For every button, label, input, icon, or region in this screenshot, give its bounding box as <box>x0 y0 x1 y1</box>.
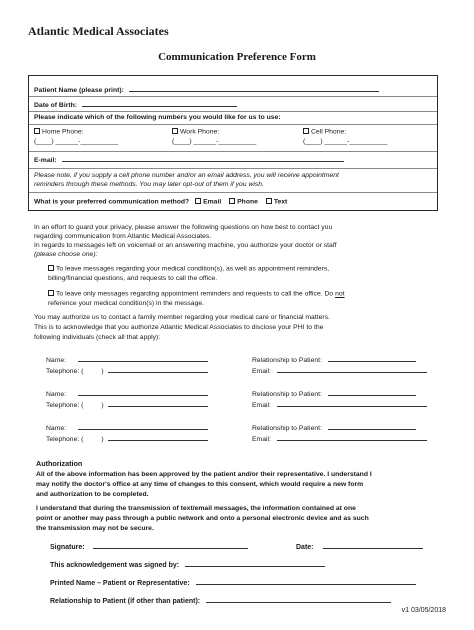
printed-name-label: Printed Name – Patient or Representative: <box>50 580 190 587</box>
individual-3-email-row <box>252 434 427 443</box>
voicemail-option-2-checkbox[interactable] <box>48 290 54 296</box>
family-line-2: This is to acknowledge that you authorize Atlantic Medical Associates to disclose your PHI to the <box>34 324 324 331</box>
note-line-1: Please note, if you supply a cell phone number and/or an email address, you will receive appointment <box>34 172 339 179</box>
home-phone-checkbox[interactable] <box>34 128 40 134</box>
individual-3-email-field[interactable] <box>277 434 427 441</box>
individual-2-relationship-row <box>252 389 416 398</box>
email-method-checkbox[interactable] <box>195 198 201 204</box>
email-label: Email: <box>252 436 271 443</box>
name-label: Name: <box>46 425 67 432</box>
family-line-1: You may authorize us to contact a family member regarding your medical care or financial matters. <box>34 314 330 321</box>
privacy-line-1: In an effort to guard your privacy, please answer the following questions on how best to contact you <box>34 224 333 231</box>
telephone-close: ) <box>101 402 104 409</box>
divider <box>29 192 437 193</box>
individual-2-email-row <box>252 400 427 409</box>
telephone-label: Telephone: ( <box>46 436 84 443</box>
ack-signed-row <box>50 560 325 569</box>
home-phone-group <box>34 128 84 136</box>
cell-phone-label: Cell Phone: <box>311 128 347 136</box>
relationship-label: Relationship to Patient: <box>252 425 322 432</box>
voicemail-option-2 <box>48 290 345 298</box>
telephone-close: ) <box>101 368 104 375</box>
option-2-not: not <box>335 290 345 298</box>
patient-name-field[interactable] <box>129 85 379 92</box>
auth-p1-line-2: may notify the doctor's office at any time of changes to this consent, which would require a new form <box>36 481 364 488</box>
voicemail-option-1 <box>48 265 329 273</box>
patient-name-row <box>34 85 379 94</box>
voicemail-option-1-checkbox[interactable] <box>48 265 54 271</box>
individual-3-phone-field[interactable] <box>108 434 208 441</box>
date-label: Date: <box>296 544 314 551</box>
work-phone-group <box>172 128 219 136</box>
individual-2-phone-field[interactable] <box>108 400 208 407</box>
dob-field[interactable] <box>82 100 237 107</box>
divider <box>29 124 437 125</box>
home-phone-label: Home Phone: <box>42 128 84 136</box>
family-line-3: following individuals (check all that apply): <box>34 334 161 341</box>
cell-phone-checkbox[interactable] <box>303 128 309 134</box>
email-method-label: Email <box>203 198 222 206</box>
name-label: Name: <box>46 357 67 364</box>
relationship-other-label: Relationship to Patient (if other than patient): <box>50 598 201 605</box>
individual-1-name-row <box>46 355 208 364</box>
auth-p2-line-1: I understand that during the transmission of text/email messages, the information contained at one <box>36 505 356 512</box>
dob-label: Date of Birth: <box>34 102 78 109</box>
individual-1-phone-field[interactable] <box>108 366 208 373</box>
divider <box>29 168 437 169</box>
email-label: Email: <box>252 402 271 409</box>
individual-2-name-row <box>46 389 208 398</box>
email-row <box>34 155 344 164</box>
auth-p1-line-3: and authorization to be completed. <box>36 491 149 498</box>
cell-phone-field[interactable]: (____) ______-__________ <box>303 138 388 145</box>
individual-2-relationship-field[interactable] <box>328 389 416 396</box>
date-field[interactable] <box>323 542 423 549</box>
relationship-label: Relationship to Patient: <box>252 357 322 364</box>
auth-p2-line-2: point or another may pass through a public network and onto a personal electronic device and as such <box>36 515 369 522</box>
privacy-line-3: In regards to messages left on voicemail or an answering machine, you authorize your doctor or staff <box>34 242 337 249</box>
individual-1-name-field[interactable] <box>78 355 208 362</box>
relationship-label: Relationship to Patient: <box>252 391 322 398</box>
option-1-line-2: billing/financial questions, and requests to call the office. <box>48 275 218 282</box>
auth-p2-line-3: the transmission may not be secure. <box>36 525 154 532</box>
individual-1-email-field[interactable] <box>277 366 427 373</box>
telephone-label: Telephone: ( <box>46 402 84 409</box>
work-phone-field[interactable]: (____) ______-__________ <box>172 138 257 145</box>
auth-p1-line-1: All of the above information has been approved by the patient and/or their representative. I understand I <box>36 471 372 478</box>
phone-method-label: Phone <box>237 198 258 206</box>
preferred-method-row <box>34 198 287 206</box>
individual-2-name-field[interactable] <box>78 389 208 396</box>
preferred-method-label: What is your preferred communication method? <box>34 198 190 206</box>
option-2-line-1: To leave only messages regarding appointment reminders and requests to call the office. Do <box>56 290 334 298</box>
name-label: Name: <box>46 391 67 398</box>
text-method-checkbox[interactable] <box>266 198 272 204</box>
relationship-other-field[interactable] <box>206 596 391 603</box>
signature-field[interactable] <box>93 542 248 549</box>
date-row <box>296 542 423 551</box>
individual-3-name-field[interactable] <box>78 423 208 430</box>
signature-row <box>50 542 248 551</box>
numbers-prompt: Please indicate which of the following numbers you would like for us to use: <box>34 114 281 121</box>
option-1-line-1: To leave messages regarding your medical condition(s), as well as appointment reminders, <box>56 265 330 273</box>
version-label: v1 03/05/2018 <box>401 607 446 614</box>
printed-name-row <box>50 578 416 587</box>
organization-name: Atlantic Medical Associates <box>28 24 169 38</box>
email-field[interactable] <box>62 155 344 162</box>
authorization-heading: Authorization <box>36 459 83 468</box>
telephone-label: Telephone: ( <box>46 368 84 375</box>
individual-3-relationship-row <box>252 423 416 432</box>
home-phone-field[interactable]: (____) ______-__________ <box>34 138 119 145</box>
text-method-label: Text <box>273 198 288 206</box>
email-label: Email: <box>252 368 271 375</box>
divider <box>29 96 437 97</box>
individual-1-relationship-row <box>252 355 416 364</box>
patient-name-label: Patient Name (please print): <box>34 87 124 94</box>
phone-method-checkbox[interactable] <box>229 198 235 204</box>
individual-1-email-row <box>252 366 427 375</box>
individual-1-relationship-field[interactable] <box>328 355 416 362</box>
ack-signed-label: This acknowledgement was signed by: <box>50 562 180 569</box>
printed-name-field[interactable] <box>196 578 416 585</box>
note-line-2: reminders through these methods. You may later opt-out of them if you wish. <box>34 181 264 188</box>
work-phone-label: Work Phone: <box>180 128 220 136</box>
relationship-other-row <box>50 596 391 605</box>
divider <box>29 151 437 152</box>
individual-2-phone-row <box>46 400 208 409</box>
ack-signed-field[interactable] <box>185 560 325 567</box>
cell-phone-group <box>303 128 346 136</box>
signature-label: Signature: <box>50 544 85 551</box>
individual-2-email-field[interactable] <box>277 400 427 407</box>
telephone-close: ) <box>101 436 104 443</box>
privacy-line-4: (please choose one): <box>34 251 98 258</box>
individual-3-relationship-field[interactable] <box>328 423 416 430</box>
option-2-line-2: reference your medical condition(s) in the message. <box>48 300 205 307</box>
individual-3-name-row <box>46 423 208 432</box>
privacy-line-2: regarding communication from Atlantic Medical Associates. <box>34 233 212 240</box>
divider <box>29 111 437 112</box>
individual-1-phone-row <box>46 366 208 375</box>
individual-3-phone-row <box>46 434 208 443</box>
dob-row <box>34 100 237 109</box>
email-label: E-mail: <box>34 157 57 164</box>
contact-info-box <box>28 75 438 211</box>
form-title: Communication Preference Form <box>158 51 316 63</box>
work-phone-checkbox[interactable] <box>172 128 178 134</box>
